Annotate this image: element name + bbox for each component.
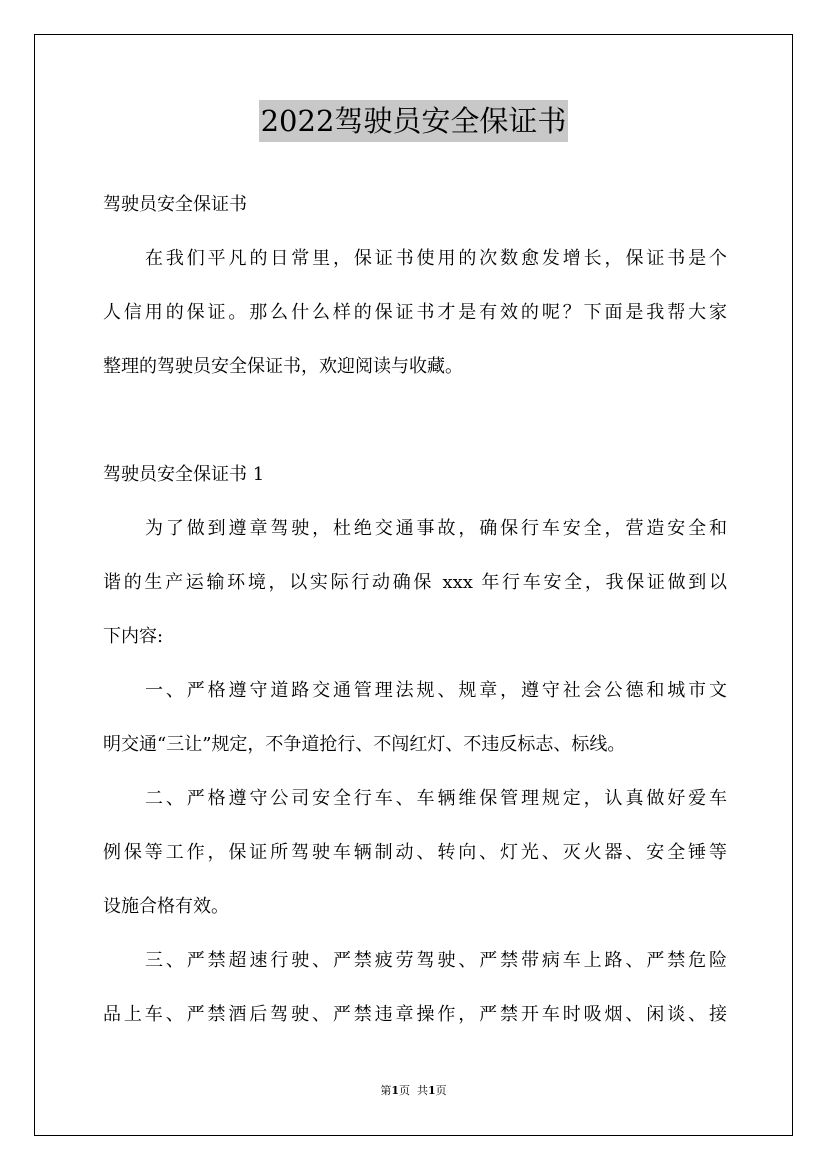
blank-line — [103, 394, 727, 448]
paragraph-line: 品上车、严禁酒后驾驶、严禁违章操作，严禁开车时吸烟、闲谈、接 — [103, 1004, 727, 1025]
total-pages: 1 — [428, 1084, 436, 1097]
paragraph-line: 一、严格遵守道路交通管理法规、规章，遵守社会公德和城市文 — [145, 680, 727, 701]
paragraph-line: 明交通“三让”规定，不争道抢行、不闯红灯、不违反标志、标线。 — [103, 734, 626, 755]
paragraph-line: 设施合格有效。 — [103, 896, 229, 917]
document-title: 2022驾驶员安全保证书 — [259, 100, 569, 142]
paragraph-line: 人信用的保证。那么什么样的保证书才是有效的呢？下面是我帮大家 — [103, 302, 727, 323]
total-prefix: 共 — [417, 1084, 428, 1097]
paragraph-line: 例保等工作，保证所驾驶车辆制动、转向、灯光、灭火器、安全锤等 — [103, 842, 727, 863]
paragraph-line: 整理的驾驶员安全保证书，欢迎阅读与收藏。 — [103, 356, 463, 377]
paragraph-line: 下内容: — [103, 626, 164, 647]
paragraph-line: 在我们平凡的日常里，保证书使用的次数愈发增长，保证书是个 — [145, 248, 727, 269]
title-container — [0, 100, 827, 142]
paragraph-line: 谐的生产运输环境，以实际行动确保 xxx 年行车安全，我保证做到以 — [103, 572, 727, 593]
page-number: 1 — [391, 1084, 399, 1097]
section-heading: 驾驶员安全保证书 1 — [103, 464, 265, 485]
paragraph-line: 三、严禁超速行驶、严禁疲劳驾驶、严禁带病车上路、严禁危险 — [145, 950, 727, 971]
document-body — [103, 178, 727, 1042]
page-suffix: 页 — [399, 1084, 410, 1097]
section-heading: 驾驶员安全保证书 — [103, 194, 247, 215]
page-prefix: 第 — [380, 1084, 392, 1097]
paragraph-line: 二、严格遵守公司安全行车、车辆维保管理规定，认真做好爱车 — [145, 788, 727, 809]
paragraph-line: 为了做到遵章驾驶，杜绝交通事故，确保行车安全，营造安全和 — [145, 518, 727, 539]
total-suffix: 页 — [435, 1084, 447, 1097]
page-footer — [0, 1083, 827, 1099]
